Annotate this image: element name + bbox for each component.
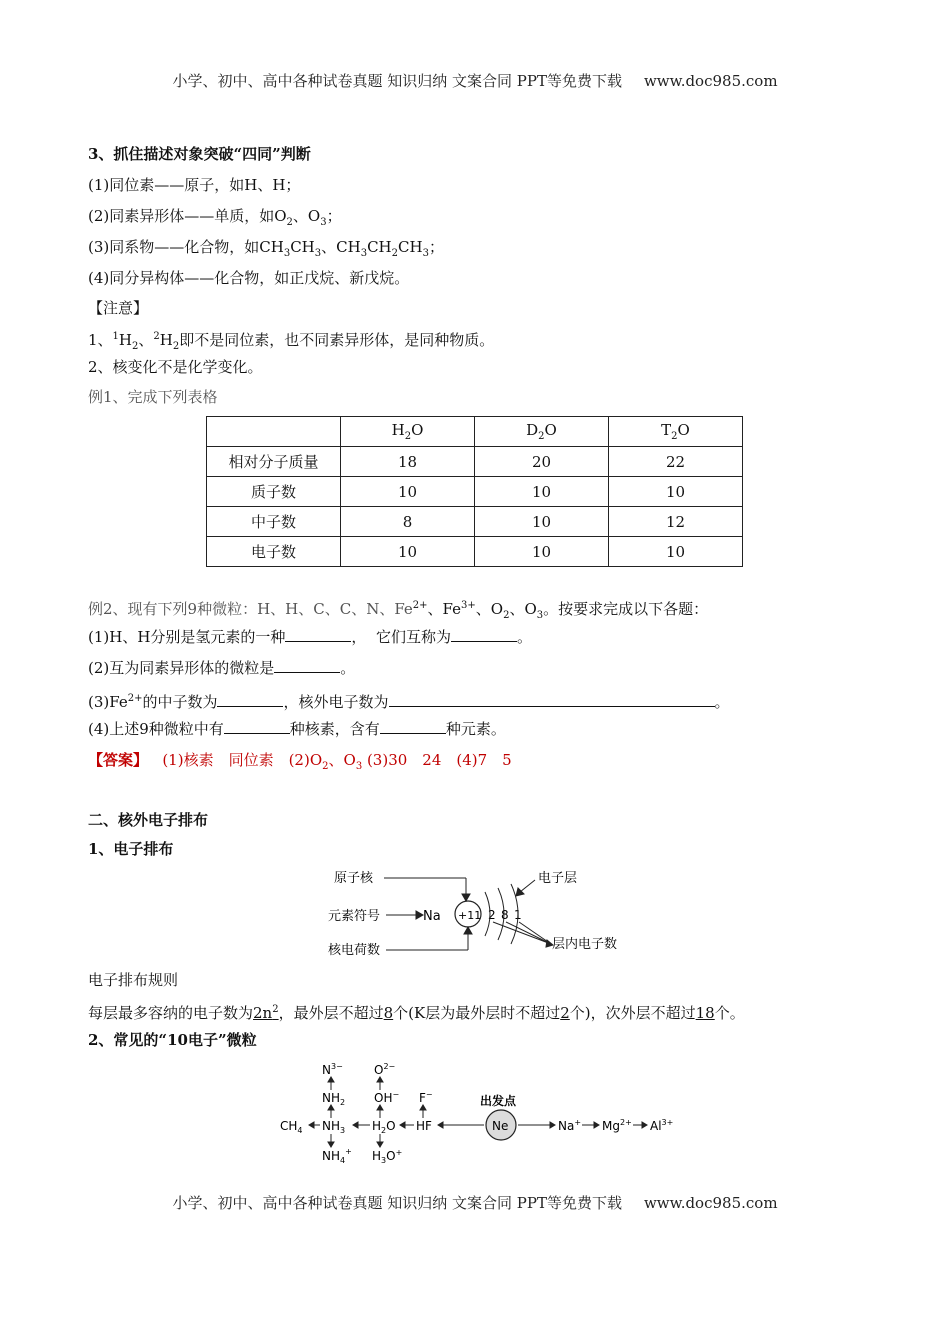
row-label: 中子数: [207, 507, 341, 537]
table-cell: 10: [475, 477, 609, 507]
example2-q1: (1)H、H分别是氢元素的一种 ， 它们互称为 。: [88, 628, 533, 646]
element-symbol: Na: [423, 909, 441, 924]
header-url: www.doc985.com: [643, 72, 778, 90]
example2-q3: $(3)Fe^{2+}$的中子数为 ，核外电子数为 。: [88, 693, 730, 711]
table-row: [207, 507, 743, 537]
section3-item1: (1)同位素——原子，如H、H；: [88, 176, 301, 194]
electrons-shell-2: 8: [501, 908, 509, 922]
label-nuclear-charge: 核电荷数: [328, 943, 381, 958]
species-nh2: $NH_2$: [322, 1091, 346, 1107]
species-n3: $N^{3-}$: [322, 1062, 343, 1077]
table-row: [207, 447, 743, 477]
species-f: F−: [419, 1090, 433, 1105]
label-element-symbol: 元素符号: [328, 909, 381, 924]
section3-item2: (2)同素异形体——单质，如$O_2$、$O_3$；: [88, 207, 342, 228]
row-label: 电子数: [207, 537, 341, 567]
electrons-shell-3: 1: [514, 908, 522, 922]
nucleus-charge: +11: [458, 909, 482, 922]
page-footer: [0, 1192, 950, 1213]
table-header-row: [207, 417, 743, 447]
table-cell: 10: [609, 537, 743, 567]
example1-title: 例1、完成下列表格: [88, 388, 218, 406]
note-title: 【注意】: [88, 299, 149, 317]
section2-sub1: 1、电子排布: [88, 840, 174, 858]
table-row: [207, 537, 743, 567]
answer-blank[interactable]: [389, 692, 715, 707]
answer-blank[interactable]: [451, 627, 517, 642]
page-header: [0, 70, 950, 91]
table-cell: 22: [609, 447, 743, 477]
label-electrons-in-shell: 层内电子数: [552, 937, 618, 952]
example2-title: 例2、现有下列9种微粒：H、H、C、C、N、$Fe^{2+}$、$Fe^{3+}$、$O_2$、$O_3$。按要求完成以下各题：: [88, 600, 709, 621]
species-mg: $Mg^{2+}$: [602, 1118, 632, 1133]
header-text: 小学、初中、高中各种试卷真题 知识归纳 文案合同 PPT等免费下载: [172, 72, 622, 90]
table-cell: 18: [341, 447, 475, 477]
table-header-h2o: $H_2O$: [341, 417, 475, 447]
table-cell: 10: [609, 477, 743, 507]
answer-blank[interactable]: [380, 719, 446, 734]
species-nh3: $NH_3$: [322, 1119, 346, 1135]
table-cell: 12: [609, 507, 743, 537]
species-na: Na+: [558, 1118, 582, 1133]
table-cell: 10: [341, 477, 475, 507]
species-nh4: $NH_4^+$: [322, 1147, 352, 1165]
row-label: 相对分子质量: [207, 447, 341, 477]
species-o2: $O^{2-}$: [374, 1062, 396, 1077]
label-electron-shell: 电子层: [538, 871, 578, 886]
species-oh: OH−: [374, 1090, 400, 1105]
species-hf: HF: [416, 1119, 432, 1133]
table-cell: 10: [341, 537, 475, 567]
section2-title: 二、核外电子排布: [88, 811, 209, 829]
species-ch4: $CH_4$: [280, 1119, 303, 1135]
footer-text: 小学、初中、高中各种试卷真题 知识归纳 文案合同 PPT等免费下载: [172, 1194, 622, 1212]
table-row: [207, 477, 743, 507]
species-h3o: $H_3O^+$: [372, 1148, 403, 1165]
section3-title: 3、抓住描述对象突破“四同”判断: [88, 145, 311, 163]
rules-text: 每层最多容纳的电子数为$2n^2$，最外层不超过8个(K层为最外层时不超过2个)，次外层不超过18个。: [88, 1004, 745, 1022]
table-corner-cell: [207, 417, 341, 447]
electron-shell-diagram: [320, 862, 640, 966]
note-1: 1、$^1H_2$、$^2H_2$即不是同位素，也不同素异形体，是同种物质。: [88, 331, 495, 352]
species-ne: Ne: [492, 1119, 509, 1133]
species-al: $Al^{3+}$: [650, 1118, 674, 1133]
table-header-d2o: $D_2O$: [475, 417, 609, 447]
table-header-t2o: $T_2O$: [609, 417, 743, 447]
ten-electron-diagram: [276, 1058, 686, 1168]
example1-table: [206, 416, 743, 567]
answer-blank[interactable]: [217, 692, 283, 707]
label-start-point: 出发点: [480, 1094, 517, 1108]
example2-answer: 【答案】 (1)核素 同位素 $(2)O_2$、$O_3$ (3)30 24 (4)7 5: [88, 751, 512, 772]
table-cell: 10: [475, 507, 609, 537]
row-label: 质子数: [207, 477, 341, 507]
section3-item4: (4)同分异构体——化合物，如正戊烷、新戊烷。: [88, 269, 410, 287]
label-nucleus: 原子核: [334, 871, 374, 886]
answer-blank[interactable]: [285, 627, 351, 642]
table-cell: 20: [475, 447, 609, 477]
note-2: 2、核变化不是化学变化。: [88, 358, 263, 376]
section3-item3: (3)同系物——化合物，如$CH_3CH_3$、$CH_3CH_2CH_3$；: [88, 238, 444, 259]
underlined-2n2: $2n^2$: [253, 1004, 279, 1022]
answer-blank[interactable]: [224, 719, 290, 734]
electrons-shell-1: 2: [488, 908, 496, 922]
example2-q4: (4)上述9种微粒中有 种核素，含有 种元素。: [88, 720, 506, 738]
diagram-arrows: [309, 1077, 647, 1147]
example2-q2: (2)互为同素异形体的微粒是 。: [88, 659, 356, 677]
table-cell: 8: [341, 507, 475, 537]
answer-blank[interactable]: [274, 658, 340, 673]
species-h2o: $H_2O$: [372, 1119, 396, 1135]
footer-url: www.doc985.com: [643, 1194, 778, 1212]
rules-title: 电子排布规则: [88, 971, 179, 989]
section2-sub2: 2、常见的“10电子”微粒: [88, 1031, 257, 1049]
table-cell: 10: [475, 537, 609, 567]
